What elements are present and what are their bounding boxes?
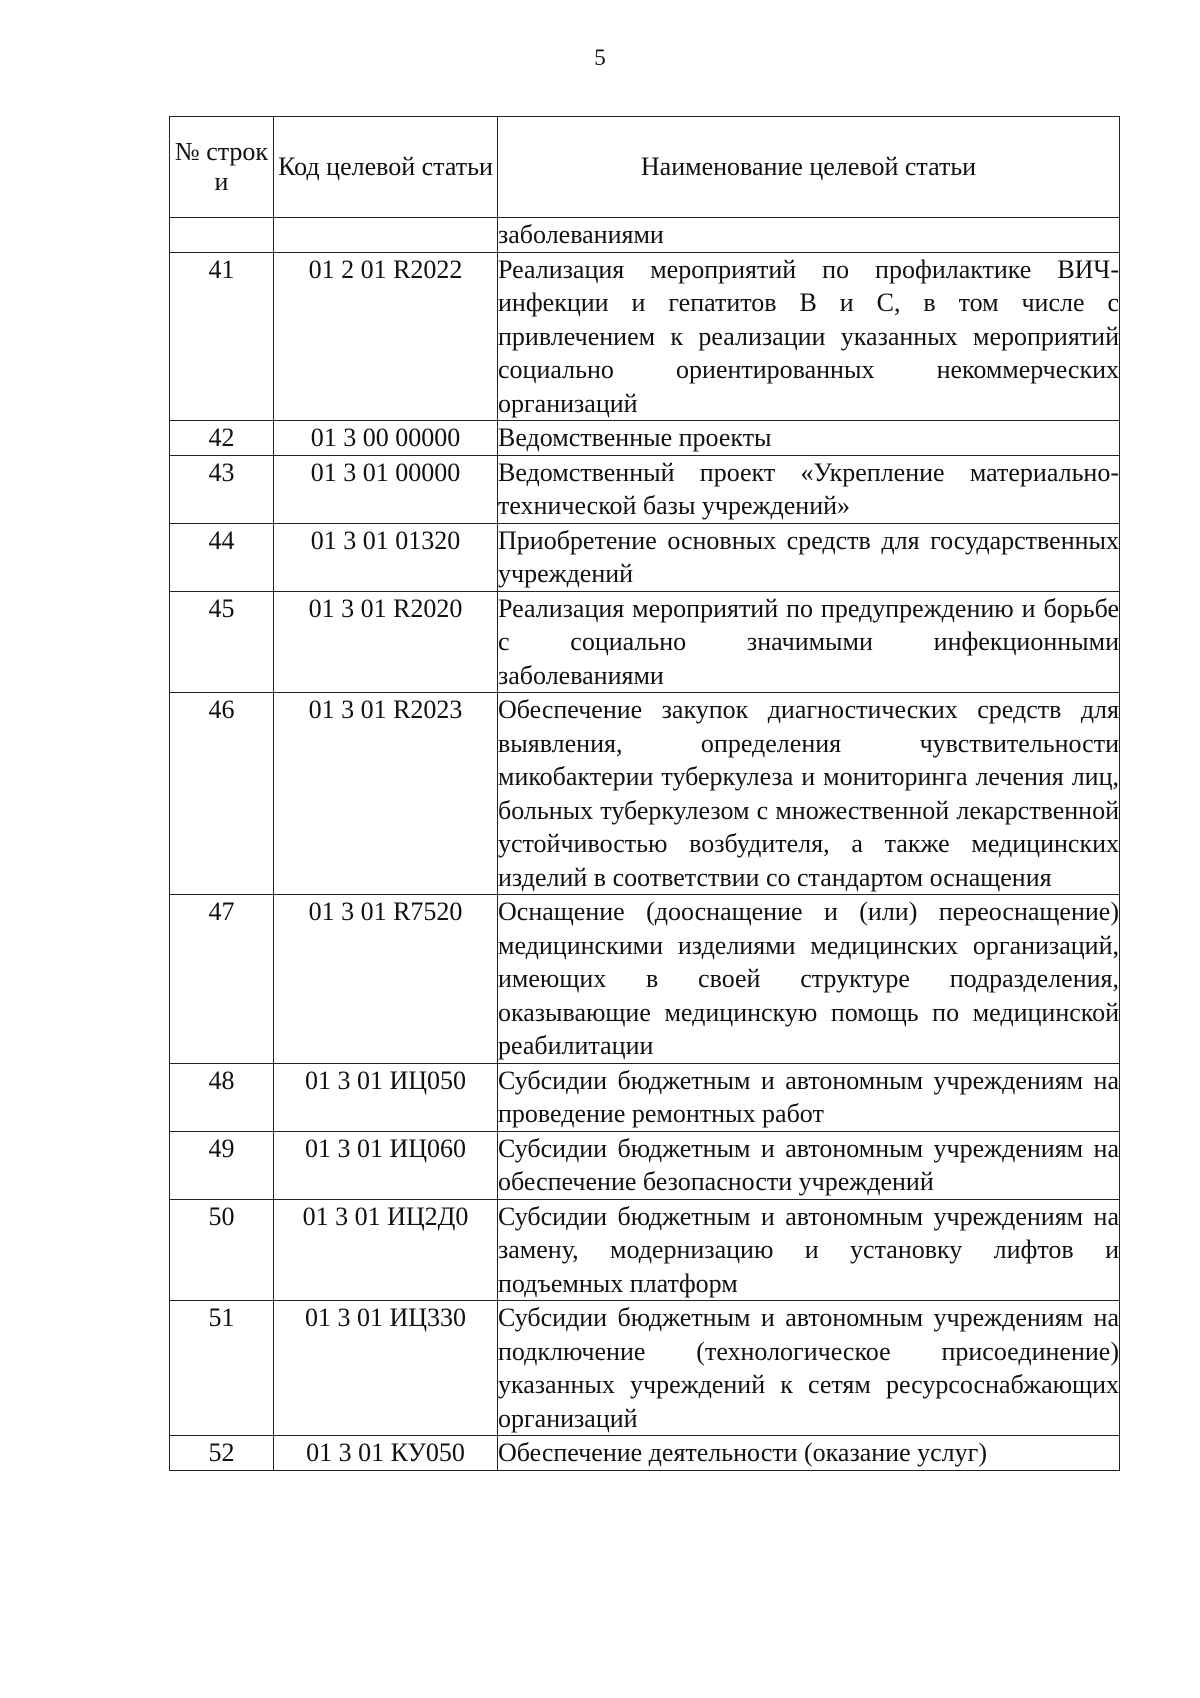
row-code: 01 3 01 R2023: [274, 693, 498, 895]
row-name: Обеспечение деятельности (оказание услуг): [498, 1436, 1120, 1471]
row-name: Обеспечение закупок диагностических средств для выявления, определения чувствительности микобактерии туберкулеза и мониторинга лечения лиц, больных туберкулезом с множественной лекарственной устойчивостью возбудителя, а также медицинских изделий в соответствии со стандартом оснащения: [498, 693, 1120, 895]
row-code: 01 3 01 R7520: [274, 895, 498, 1064]
table-row: [170, 1063, 1120, 1131]
row-code: 01 3 01 R2020: [274, 591, 498, 693]
row-number: 49: [170, 1131, 274, 1199]
row-name: заболеваниями: [498, 218, 1120, 253]
table-row: [170, 252, 1120, 421]
table-row: [170, 1199, 1120, 1301]
row-name: Ведомственные проекты: [498, 421, 1120, 456]
row-name: Реализация мероприятий по профилактике ВИЧ-инфекции и гепатитов В и С, в том числе с привлечением к реализации указанных мероприятий социально ориентированных некоммерческих организаций: [498, 252, 1120, 421]
page-number: 5: [594, 45, 606, 70]
row-code: 01 2 01 R2022: [274, 252, 498, 421]
row-number: 44: [170, 523, 274, 591]
row-name: Субсидии бюджетным и автономным учреждениям на подключение (технологическое присоединение) указанных учреждений к сетям ресурсоснабжающих организаций: [498, 1301, 1120, 1436]
target-articles-table: [169, 116, 1120, 1471]
table-row: [170, 455, 1120, 523]
row-code: 01 3 01 ИЦ2Д0: [274, 1199, 498, 1301]
table-header-row: [170, 117, 1120, 218]
row-name: Субсидии бюджетным и автономным учреждениям на обеспечение безопасности учреждений: [498, 1131, 1120, 1199]
row-name: Приобретение основных средств для государственных учреждений: [498, 523, 1120, 591]
row-code: 01 3 01 ИЦ060: [274, 1131, 498, 1199]
table-row: [170, 895, 1120, 1064]
header-name: Наименование целевой статьи: [498, 117, 1120, 218]
row-code: 01 3 01 ИЦ050: [274, 1063, 498, 1131]
row-code: 01 3 01 КУ050: [274, 1436, 498, 1471]
table-row: [170, 523, 1120, 591]
row-number: 45: [170, 591, 274, 693]
row-code: 01 3 01 01320: [274, 523, 498, 591]
table-row: [170, 1131, 1120, 1199]
row-code: 01 3 00 00000: [274, 421, 498, 456]
table-row: [170, 218, 1120, 253]
table-row: [170, 421, 1120, 456]
row-name: Субсидии бюджетным и автономным учреждениям на проведение ремонтных работ: [498, 1063, 1120, 1131]
table-row: [170, 1436, 1120, 1471]
row-number: 43: [170, 455, 274, 523]
header-code: Код целевой статьи: [274, 117, 498, 218]
table-row: [170, 1301, 1120, 1436]
table-row: [170, 591, 1120, 693]
row-number: [170, 218, 274, 253]
table-row: [170, 693, 1120, 895]
row-name: Субсидии бюджетным и автономным учреждениям на замену, модернизацию и установку лифтов и подъемных платформ: [498, 1199, 1120, 1301]
row-number: 48: [170, 1063, 274, 1131]
row-code: [274, 218, 498, 253]
row-number: 46: [170, 693, 274, 895]
row-number: 50: [170, 1199, 274, 1301]
row-number: 47: [170, 895, 274, 1064]
row-code: 01 3 01 00000: [274, 455, 498, 523]
row-code: 01 3 01 ИЦ330: [274, 1301, 498, 1436]
row-name: Оснащение (дооснащение и (или) переоснащение) медицинскими изделиями медицинских организаций, имеющих в своей структуре подразделения, оказывающие медицинскую помощь по медицинской реабилитации: [498, 895, 1120, 1064]
row-number: 52: [170, 1436, 274, 1471]
header-row-number: № строк и: [170, 117, 274, 218]
row-name: Реализация мероприятий по предупреждению и борьбе с социально значимыми инфекционными заболеваниями: [498, 591, 1120, 693]
row-number: 51: [170, 1301, 274, 1436]
row-number: 41: [170, 252, 274, 421]
row-name: Ведомственный проект «Укрепление материально-технической базы учреждений»: [498, 455, 1120, 523]
row-number: 42: [170, 421, 274, 456]
